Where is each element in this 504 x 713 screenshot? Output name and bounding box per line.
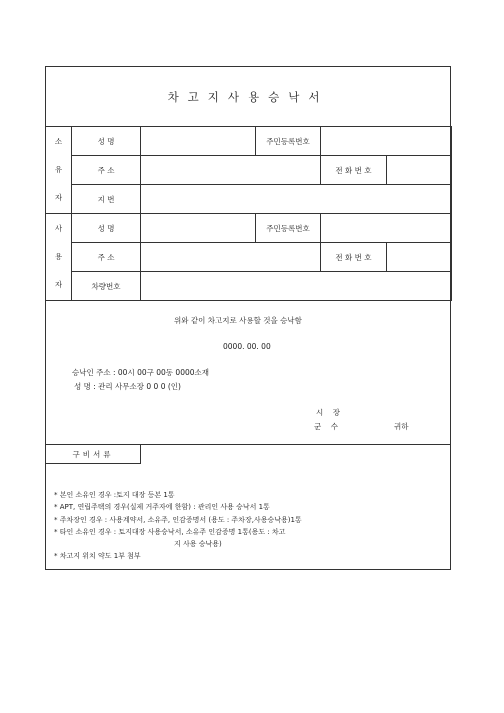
document-item: * APT, 연립주택의 경우(실제 거주자에 한함) : 관리인 사용 승낙서 1통	[54, 503, 270, 512]
recipient-governor: 군 수	[314, 422, 339, 431]
owner-name-field[interactable]	[141, 127, 256, 156]
consent-section	[46, 297, 450, 445]
user-row-name	[46, 214, 452, 243]
consent-statement: 위와 같이 차고지로 사용할 것을 승낙함	[174, 316, 302, 325]
documents-header: 구비서류	[46, 445, 141, 464]
approver-address: 승낙인 주소 : 00시 00구 00동 0000소재	[72, 368, 209, 377]
owner-lot-field[interactable]	[141, 185, 452, 214]
owner-phone-label: 전 화 번 호	[321, 156, 387, 185]
user-address-label: 주 소	[72, 243, 141, 272]
owner-row-address	[46, 156, 452, 185]
document-item: * 주차장인 경우 : 사용계약서, 소유주, 인감증명서 (용도 : 주차장,사용승낙용)1통	[54, 515, 302, 524]
user-row-address	[46, 243, 452, 272]
owner-row-lot	[46, 185, 452, 214]
user-address-field[interactable]	[141, 243, 321, 272]
consent-date: 0000. 00. 00	[223, 342, 271, 351]
owner-rrn-field[interactable]	[321, 127, 452, 156]
user-name-field[interactable]	[141, 214, 256, 243]
document-item: * 타인 소유인 경우 : 토지대장 사용승낙서, 소유주 인감증명 1통(용도 : 차고	[54, 527, 286, 536]
form-title: 차고지사용승낙서	[46, 67, 450, 127]
document-item: * 본인 소유인 경우 :토지 대장 등본 1통	[54, 491, 175, 499]
owner-phone-field[interactable]	[387, 156, 452, 185]
documents-list	[54, 489, 302, 563]
user-name-label: 성 명	[72, 214, 141, 243]
document-item: 지 사용 승낙용)	[174, 540, 222, 549]
recipient-suffix: 귀하	[394, 422, 409, 431]
recipient-mayor: 시 장	[316, 408, 341, 417]
owner-rrn-label: 주민등록번호	[256, 127, 321, 156]
owner-lot-label: 지 번	[72, 185, 141, 214]
owner-row-name	[46, 127, 452, 156]
info-table	[45, 126, 452, 301]
owner-address-label: 주 소	[72, 156, 141, 185]
user-rrn-field[interactable]	[321, 214, 452, 243]
consent-form	[45, 66, 451, 570]
user-rrn-label: 주민등록번호	[256, 214, 321, 243]
user-phone-field[interactable]	[387, 243, 452, 272]
owner-group-label: 소 유 자	[46, 127, 72, 214]
owner-name-label: 성 명	[72, 127, 141, 156]
approver-name: 성 명 : 관리 사무소장 0 0 0 (인)	[74, 382, 181, 391]
user-phone-label: 전 화 번 호	[321, 243, 387, 272]
user-vehicle-label: 차량번호	[72, 272, 141, 301]
document-item: * 차고지 위치 약도 1부 첨부	[54, 552, 141, 561]
owner-address-field[interactable]	[141, 156, 321, 185]
user-group-label: 사 용 자	[46, 214, 72, 301]
